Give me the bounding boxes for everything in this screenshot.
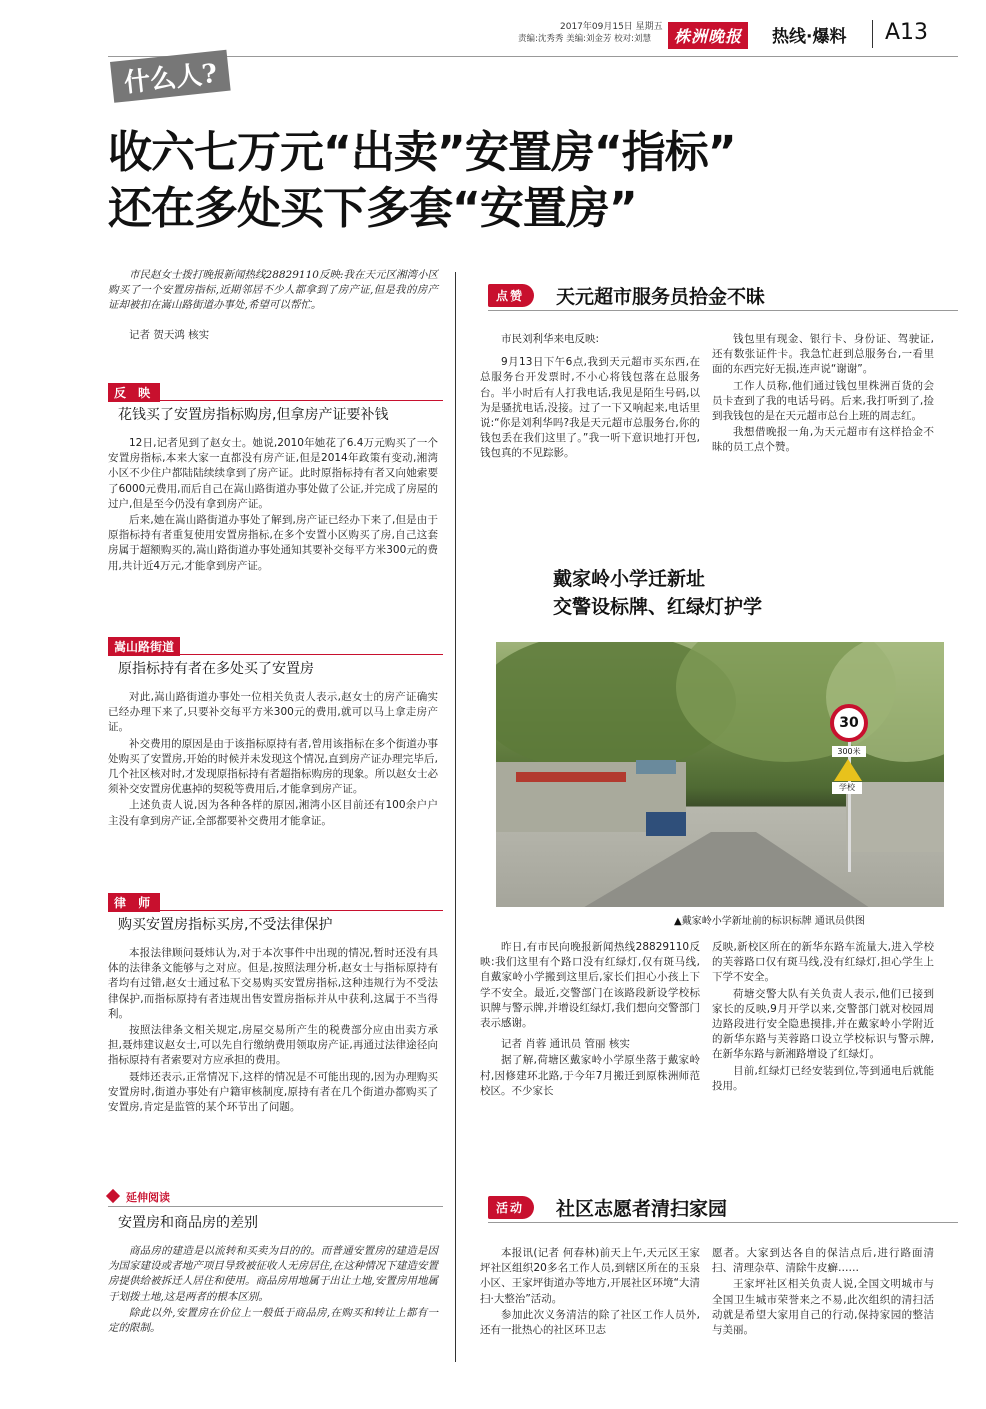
- kicker: 什么人?: [110, 50, 231, 103]
- paragraph: 昨日,有市民向晚报新闻热线28829110反映:我们这里有个路口没有红绿灯,仅有斑马线,自戴家岭小学搬到这里后,家长们担心小孩上下学不安全。最近,交警部门在该路段新设学校标识牌与警示牌,并增设红绿灯,我们想向交警部门表示感谢。: [480, 941, 700, 1030]
- road: [576, 832, 876, 907]
- paragraph: 王家坪社区相关负责人说,全国文明城市与全国卫生城市荣誉来之不易,此次组织的清扫活动就是希望大家用自己的行动,保持家园的整洁与美丽。: [712, 1278, 934, 1337]
- section-body-extended: [108, 1244, 438, 1337]
- paragraph: 补交费用的原因是由于该指标原持有者,曾用该指标在多个街道办事处购买了安置房,开始的时候并未发现这个情况,直到房产证办理完毕后,几个社区核对时,才发现原指标持有者超指标购房的现象。所以赵女士必须补交安置房优惠掉的契税等费用后,才能拿到房产证。: [108, 737, 438, 796]
- paragraph: 9月13日下午6点,我到天元超市买东西,在总服务台开发票时,不小心将钱包落在总服务台。半小时后有人打我电话,我见是陌生号码,以为是骚扰电话,没接。过了一下又响起来,电话里说:“你是刘利华吗?我是天元超市总服务台,你的钱包丢在我们这里了。”我一听下意识地打开包,钱包真的不见踪影。: [480, 356, 700, 460]
- main-headline-line1: 收六七万元“出卖”安置房“指标”: [108, 127, 736, 178]
- paragraph: 钱包里有现金、银行卡、身份证、驾驶证,还有数张证件卡。我急忙赶到总服务台,一看里面的东西完好无损,连声说“谢谢”。: [712, 333, 934, 376]
- main-lead: 市民赵女士拨打晚报新闻热线28829110反映:我在天元区湘湾小区购买了一个安置房指标,近期邻居不少人都拿到了房产证,但是我的房产证却被扣在嵩山路街道办事处,希望可以帮忙。: [108, 269, 438, 312]
- header-divider: [872, 20, 873, 48]
- section-rule: [108, 1206, 443, 1207]
- paragraph: 按照法律条文相关规定,房屋交易所产生的税费部分应由出卖方承担,聂炜建议赵女士,可以先自行缴纳费用领取房产证,再通过法律途径向指标原持有者索要对方应承担的费用。: [108, 1024, 438, 1067]
- section-tag-fanying: 反 映: [108, 383, 160, 402]
- page-header: [490, 18, 960, 52]
- section-body-songshan: [108, 690, 438, 830]
- paragraph: 商品房的建造是以流转和买卖为目的的。而普通安置房的建造是因为国家建设或者地产项目导致被征收人无房居住,在这种情况下建造安置房提供给被拆迁人居住和使用。商品房用地属于出让土地,安置房用地属于划拨土地,这是两者的根本区别。: [108, 1245, 438, 1303]
- story3-title-line2: 交警设标牌、红绿灯护学: [553, 596, 763, 618]
- photo-caption: ▲戴家岭小学新址前的标识标牌 通讯员供图: [674, 916, 865, 927]
- story2-title: 天元超市服务员拾金不昧: [556, 286, 766, 308]
- section-title-songshan: 原指标持有者在多处买了安置房: [118, 661, 314, 677]
- header-section: 热线·爆料: [772, 27, 847, 47]
- paragraph: 聂炜还表示,正常情况下,这样的情况是不可能出现的,因为办理购买安置房时,街道办事处有户籍审核制度,原持有者在几个街道办都购买了安置房,肯定是监管的某个环节出了问题。: [108, 1070, 438, 1114]
- paragraph: 参加此次义务清洁的除了社区工作人员外,还有一批热心的社区环卫志: [480, 1308, 700, 1337]
- header-editors: 责编:沈秀秀 美编:刘金芳 校对:刘慧: [518, 34, 651, 44]
- story4-badge: 活动: [488, 1196, 534, 1219]
- story4-title: 社区志愿者清扫家园: [556, 1198, 728, 1220]
- paragraph: 上述负责人说,因为各种各样的原因,湘湾小区目前还有100余户户主没有拿到房产证,全部都要补交费用才能拿证。: [108, 799, 438, 827]
- paragraph: 本报讯(记者 何春林)前天上午,天元区王家坪社区组织20多名工作人员,到辖区所在的玉泉小区、王家坪街道办等地方,开展社区环境“大清扫·大整治”活动。: [480, 1247, 700, 1305]
- truck: [646, 812, 686, 836]
- speed-limit-value: 30: [839, 715, 859, 731]
- header-rule: [108, 56, 958, 57]
- paragraph: 目前,红绿灯已经安装到位,等到通电后就能投用。: [712, 1064, 934, 1092]
- section-body-fanying: [108, 436, 438, 575]
- section-title-extended: 安置房和商品房的差别: [118, 1215, 258, 1231]
- column-divider-left: [455, 272, 456, 1362]
- section-rule: [108, 400, 443, 401]
- paragraph: 除此以外,安置房在价位上一般低于商品房,在购买和转让上都有一定的限制。: [108, 1306, 438, 1335]
- story2-rule: [488, 310, 958, 311]
- sign-pole: [848, 722, 851, 872]
- story3-col2: [712, 940, 934, 1095]
- main-headline-line2: 还在多处买下多套“安置房”: [108, 183, 637, 234]
- paragraph: 我想借晚报一角,为天元超市有这样拾金不昧的员工点个赞。: [712, 426, 934, 454]
- section-body-lawyer: [108, 946, 438, 1116]
- wall-banner: [516, 772, 626, 782]
- school-warning-icon: [834, 759, 862, 781]
- distance-sign: 300米: [832, 746, 866, 757]
- paragraph: 本报法律顾问聂炜认为,对于本次事件中出现的情况,暂时还没有具体的法律条文能够与之对应。但是,按照法理分析,赵女士与指标原持有者均有过错,赵女士通过私下交易购买安置房指标,这种违规行为不受法律保护,而指标原持有者违规出售安置房指标并从中获利,这属于不当得利。: [108, 947, 438, 1020]
- wall-banner: [636, 760, 676, 774]
- story3-title-line1: 戴家岭小学迁新址: [553, 568, 706, 590]
- story3-col1: [480, 940, 700, 1100]
- header-date: 2017年09月15日 星期五: [560, 22, 663, 32]
- main-story-body: [108, 268, 438, 344]
- section-tag-lawyer: 律 师: [108, 893, 160, 912]
- story4-col2: [712, 1246, 934, 1339]
- section-rule: [108, 654, 443, 655]
- extended-reading-icon: [106, 1189, 120, 1203]
- paragraph: 愿者。大家到达各自的保洁点后,进行路面清扫、清理杂草、清除牛皮癣……: [712, 1247, 934, 1275]
- story4-col1: [480, 1246, 700, 1339]
- paragraph: 12日,记者见到了赵女士。她说,2010年她花了6.4万元购买了一个安置房指标,本来大家一直都没有房产证,但是2014年政策有变动,湘湾小区不少住户都陆陆续续拿到了房产证。此时原指标持有者又向她索要了6000元费用,而后自己在嵩山路街道办事处做了公证,并完成了房屋的过户,但是至今仍没有拿到房产证。: [108, 437, 438, 510]
- paragraph: 反映,新校区所在的新华东路车流量大,进入学校的芙蓉路口仅有斑马线,没有红绿灯,担心学生上下学不安全。: [712, 941, 934, 984]
- section-title-fanying: 花钱买了安置房指标购房,但拿房产证要补钱: [118, 407, 389, 423]
- story2-source: 市民刘利华来电反映:: [501, 333, 600, 345]
- header-logo: 株洲晚报: [668, 22, 748, 49]
- section-title-lawyer: 购买安置房指标买房,不受法律保护: [118, 917, 333, 933]
- paragraph: 据了解,荷塘区戴家岭小学原坐落于戴家岭村,因修建环北路,于今年7月搬迁到原株洲师范校区。不少家长: [480, 1054, 700, 1097]
- section-tag-extended: 延伸阅读: [126, 1191, 170, 1204]
- paragraph: 对此,嵩山路街道办事处一位相关负责人表示,赵女士的房产证确实已经办理下来了,只要补交每平方米300元的费用,就可以马上拿走房产证。: [108, 691, 438, 734]
- school-sign: 学校: [832, 782, 862, 794]
- paragraph: 工作人员称,他们通过钱包里株洲百货的会员卡查到了我的电话号码。后来,我打听到了,捡到我钱包的是在天元超市总台上班的周志红。: [712, 379, 934, 423]
- section-tag-songshan: 嵩山路街道: [108, 637, 180, 656]
- story2-col1: [480, 332, 700, 463]
- speed-limit-sign: [830, 704, 868, 742]
- story3-byline: 记者 肖蓉 通讯员 管丽 核实: [501, 1038, 630, 1051]
- story2-col2: [712, 332, 934, 457]
- story3-photo: [496, 642, 944, 907]
- paragraph: 后来,她在嵩山路街道办事处了解到,房产证已经办下来了,但是由于原指标持有者重复使用安置房指标,在多个安置小区购买了房,自己这套房属于超额购买的,嵩山路街道办事处通知其要补交每平方米300元的费用,共计近4万元,才能拿到房产证。: [108, 514, 438, 572]
- paragraph: 荷塘交警大队有关负责人表示,他们已接到家长的反映,9月开学以来,交警部门就对校园周边路段进行安全隐患摸排,并在戴家岭小学附近的新华东路与芙蓉路口设立学校标识与警示牌,在新华东路与新湘路增设了红绿灯。: [712, 987, 934, 1061]
- story4-rule: [488, 1222, 958, 1223]
- main-byline: 记者 贺天鸿 核实: [129, 328, 210, 341]
- story2-badge: 点赞: [488, 284, 534, 307]
- section-rule: [108, 910, 443, 911]
- header-page-number: A13: [885, 20, 929, 45]
